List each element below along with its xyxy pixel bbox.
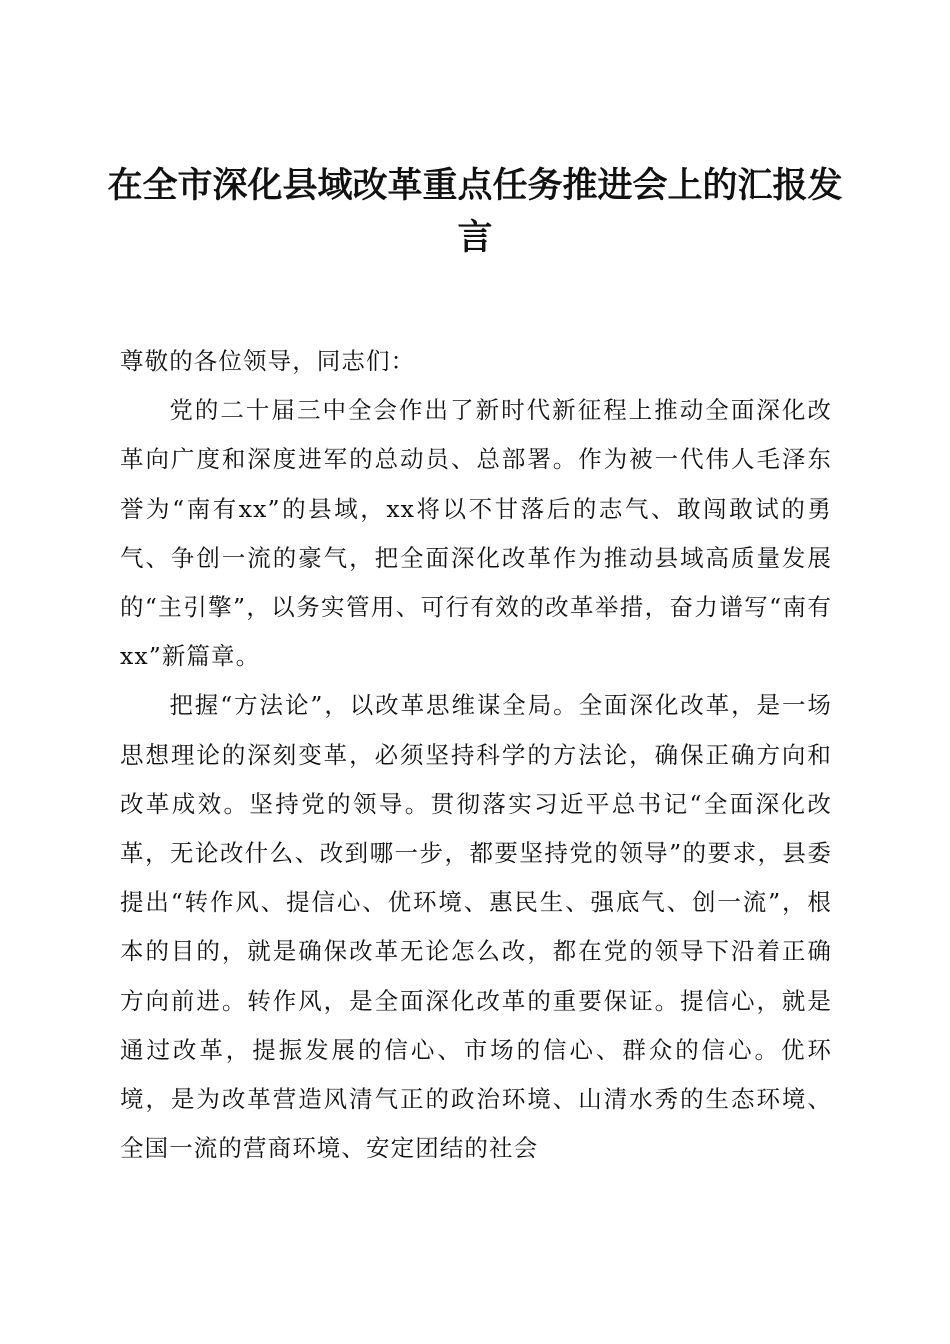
- paragraph-intro: 党的二十届三中全会作出了新时代新征程上推动全面深化改革向广度和深度进军的总动员、总部署。作为被一代伟人毛泽东誉为“南有xx”的县域，xx将以不甘落后的志气、敢闯敢试的勇气、争创一流的豪气，把全面深化改革作为推动县域高质量发展的“主引擎”，以务实管用、可行有效的改革举措，奋力谱写“南有xx”新篇章。: [120, 396, 832, 671]
- paragraph-methodology: 把握“方法论”，以改革思维谋全局。全面深化改革，是一场思想理论的深刻变革，必须坚持科学的方法论，确保正确方向和改革成效。坚持党的领导。贯彻落实习近平总书记“全面深化改革，无论改什么、改到哪一步，都要坚持党的领导”的要求，县委提出“转作风、提信心、优环境、惠民生、强底气、创一流”，根本的目的，就是确保改革无论怎么改，都在党的领导下沿着正确方向前进。转作风，是全面深化改革的重要保证。提信心，就是通过改革，提振发展的信心、市场的信心、群众的信心。优环境，是为改革营造风清气正的政治环境、山清水秀的生态环境、全国一流的营商环境、安定团结的社会: [120, 691, 832, 1163]
- document-title: 在全市深化县域改革重点任务推进会上的汇报发言: [107, 165, 843, 258]
- document-body: [120, 337, 832, 1173]
- salutation: 尊敬的各位领导，同志们：: [120, 347, 416, 375]
